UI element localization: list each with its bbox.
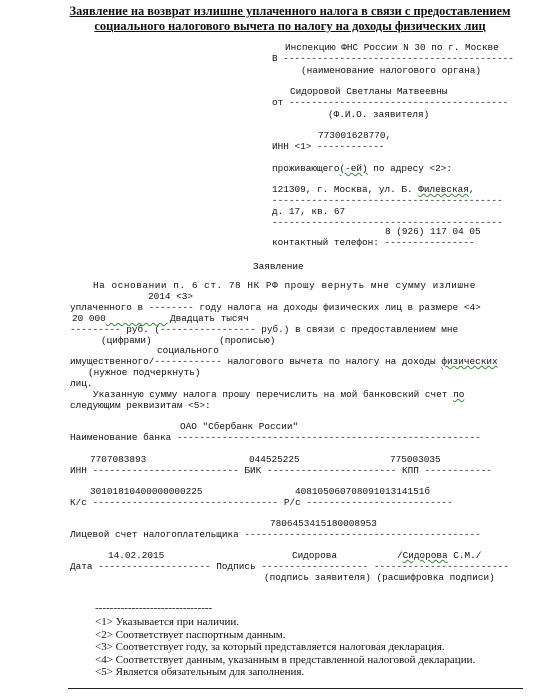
signature-captions: (подпись заявителя) (расшифровка подписи)	[264, 572, 495, 583]
footnote-2: <2> Соответствует паспортным данным.	[95, 628, 286, 641]
year-value: 2014 <3>	[148, 291, 194, 302]
accounts-line: К/с --------------------------------- Р/с --------------------------	[70, 497, 453, 508]
bank-kpp-value: 775003035	[390, 454, 441, 465]
applicant-name-caption: (Ф.И.О. заявителя)	[328, 109, 430, 120]
paragraph-1-line-3: --------- руб. (----------------- руб.) в связи с предоставлением мне	[70, 324, 459, 335]
title-line-2: социального налогового вычета по налогу на доходы физических лиц	[94, 19, 486, 33]
bottom-rule	[68, 688, 523, 689]
tax-office-value: Инспекцию ФНС России N 30 по г. Москве	[285, 42, 499, 53]
applicant-name-value: Сидоровой Светланы Матвеевны	[290, 86, 448, 97]
address-line-1-rule: -----------------------------------------	[272, 195, 503, 206]
decode-value: /Сидорова С.М./	[397, 550, 482, 561]
applicant-inn-label: ИНН <1> ------------	[272, 141, 385, 152]
bank-bik-value: 044525225	[249, 454, 300, 465]
footnote-1: <1> Указывается при наличии.	[95, 616, 240, 629]
rs-value: 40810506070809101314151б	[295, 486, 431, 497]
social-option: социального	[157, 345, 219, 356]
amount-words-value: Двадцать тысяч	[170, 313, 249, 324]
tax-office-caption: (наименование налогового органа)	[301, 65, 482, 76]
sign-value: Сидорова	[292, 550, 338, 561]
paragraph-2-line-2: следующим реквизитам <5>:	[70, 400, 211, 411]
footnote-4: <4> Соответствует данным, указанным в представленной налоговой декларации.	[95, 653, 476, 666]
footnotes	[95, 602, 475, 678]
paragraph-1-line-1: На основании п. 6 ст. 78 НК РФ прошу вернуть мне сумму излишне	[93, 280, 476, 291]
choose-caption: (нужное подчеркнуть)	[88, 367, 201, 378]
applicant-name-label: от ---------------------------------------	[272, 97, 509, 108]
paragraph-1-line-5: лиц.	[70, 378, 93, 389]
phone-label: контактный телефон: ----------------	[272, 237, 475, 248]
footnote-3: <3> Соответствует году, за который представляется налоговая декларация.	[95, 641, 445, 654]
title-line-1: Заявление на возврат излишне уплаченного налога в связи с предоставлением	[69, 4, 511, 18]
footnotes-separator: --------------------------------	[95, 602, 213, 614]
paragraph-1-line-2: уплаченного в -------- году налога на доходы физических лиц в размере <4>	[70, 302, 481, 313]
document-title	[40, 4, 540, 34]
personal-account-value: 7806453415180008953	[270, 518, 377, 529]
address-line-2-rule: -----------------------------------------	[272, 217, 503, 228]
tax-office-label: В -----------------------------------------	[272, 53, 514, 64]
phone-value: 8 (926) 117 04 05	[385, 226, 481, 237]
bank-name-value: ОАО "Сбербанк России"	[180, 421, 299, 432]
address-line-1: 121309, г. Москва, ул. Б. Филевская,	[272, 184, 475, 195]
bank-name-label: Наименование банка ------------------------------------------------------	[70, 432, 481, 443]
address-line-2: д. 17, кв. 67	[272, 206, 346, 217]
amount-caption: (цифрами) (прописью)	[101, 335, 276, 346]
bank-inn-value: 7707083893	[90, 454, 147, 465]
address-label: проживающего(-ей) по адресу <2>:	[272, 163, 453, 174]
footnote-5: <5> Является обязательным для заполнения.	[95, 666, 305, 679]
signature-line: Дата -------------------- Подпись ------------------- ------------------------	[70, 561, 509, 572]
personal-account-label: Лицевой счет налогоплательщика ------------------------------------------	[70, 529, 481, 540]
statement-heading: Заявление	[253, 261, 304, 272]
ks-value: 30101810400000000225	[90, 486, 203, 497]
bank-codes-line: ИНН -------------------------- БИК ----------------------- КПП ------------	[70, 465, 492, 476]
date-value: 14.02.2015	[108, 550, 165, 561]
paragraph-1-line-4: имущественного/------------ налогового вычета по налогу на доходы физических	[70, 356, 498, 367]
amount-digits-value: 20 000	[72, 313, 106, 324]
paragraph-2-line-1: Указанную сумму налога прошу перечислить на мой банковский счет по	[93, 389, 465, 400]
applicant-inn-value: 773001628770,	[318, 130, 392, 141]
